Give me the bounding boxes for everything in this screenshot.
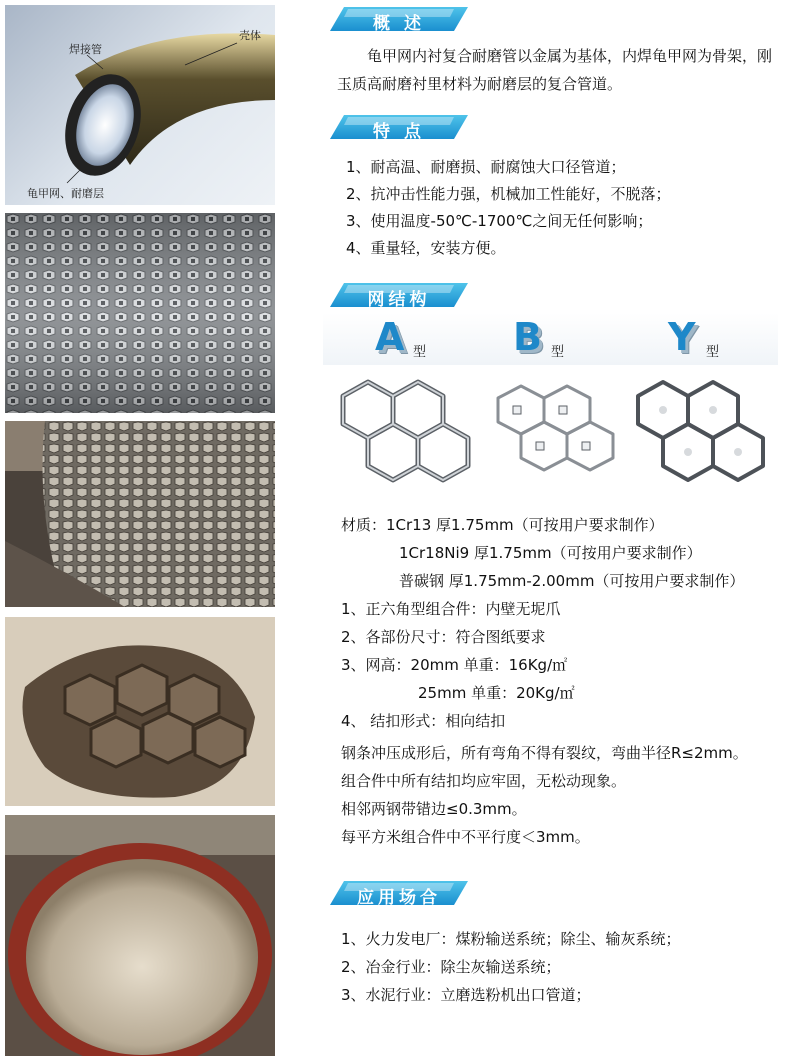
overview-title: 概 述 (373, 14, 425, 34)
features-title: 特 点 (373, 122, 425, 142)
lined-pipe-photo (5, 5, 275, 205)
type-suffix: 型 (706, 345, 720, 360)
type-suffix: 型 (551, 345, 565, 360)
type-letter: B (513, 315, 542, 359)
spec-line: 2、各部份尺寸：符合图纸要求 (341, 628, 546, 646)
spec-line: 4、 结扣形式：相向结扣 (341, 712, 506, 730)
type-suffix: 型 (413, 345, 427, 360)
callout-weld-pipe: 焊接管 (69, 43, 102, 56)
application-item: 1、火力发电厂：煤粉输送系统；除尘、输灰系统； (341, 930, 681, 948)
feature-item: 2、抗冲击性能力强，机械加工性能好，不脱落； (346, 185, 671, 203)
hex-mesh-photo (5, 213, 275, 413)
applications-banner (330, 878, 468, 908)
callout-shell: 壳体 (239, 29, 261, 42)
overview-text: 龟甲网内衬复合耐磨管以金属为基体，内焊龟甲网为骨架，刚玉质高耐磨衬里材料为耐磨层的复合管道。 (337, 47, 773, 93)
spec-line: 25mm 单重：20Kg/㎡ (418, 684, 575, 702)
type-letter: A (375, 315, 405, 359)
note-line: 钢条冲压成形后，所有弯角不得有裂纹，弯曲半径R≤2mm。 (341, 744, 748, 762)
callout-mesh-layer: 龟甲网、耐磨层 (27, 187, 104, 200)
spec-line: 材质：1Cr13 厚1.75mm（可按用户要求制作） (341, 516, 664, 534)
features-banner (330, 112, 468, 142)
feature-item: 1、耐高温、耐磨损、耐腐蚀大口径管道； (346, 158, 626, 176)
structure-banner (330, 280, 468, 310)
mesh-type-illustrations (323, 366, 783, 486)
application-item: 2、冶金行业：除尘灰输送系统； (341, 958, 561, 976)
note-line: 相邻两钢带错边≤0.3mm。 (341, 800, 527, 818)
application-item: 3、水泥行业：立磨选粉机出口管道； (341, 986, 591, 1004)
spec-line: 普碳钢 厚1.75mm-2.00mm（可按用户要求制作） (399, 572, 745, 590)
finished-pipe-photo (5, 815, 275, 1056)
mesh-b-illustration (498, 386, 613, 470)
structure-title: 网结构 (367, 290, 431, 310)
pipe-interior-mesh-photo (5, 421, 275, 607)
type-letter: Y (668, 315, 696, 359)
overview-banner (330, 4, 468, 34)
worn-lining-photo (5, 617, 275, 806)
spec-line: 1、正六角型组合件：内壁无坭爪 (341, 600, 561, 618)
note-line: 组合件中所有结扣均应牢固，无松动现象。 (341, 772, 627, 790)
applications-title: 应用场合 (357, 888, 441, 908)
mesh-y-illustration (638, 382, 763, 480)
spec-line: 3、网高：20mm 单重：16Kg/㎡ (341, 656, 568, 674)
feature-item: 4、重量轻，安装方便。 (346, 239, 506, 257)
mesh-type-header (323, 313, 778, 365)
spec-line: 1Cr18Ni9 厚1.75mm（可按用户要求制作） (399, 544, 702, 562)
feature-item: 3、使用温度-50℃-1700℃之间无任何影响； (346, 212, 653, 230)
note-line: 每平方米组合件中不平行度＜3mm。 (341, 828, 590, 846)
